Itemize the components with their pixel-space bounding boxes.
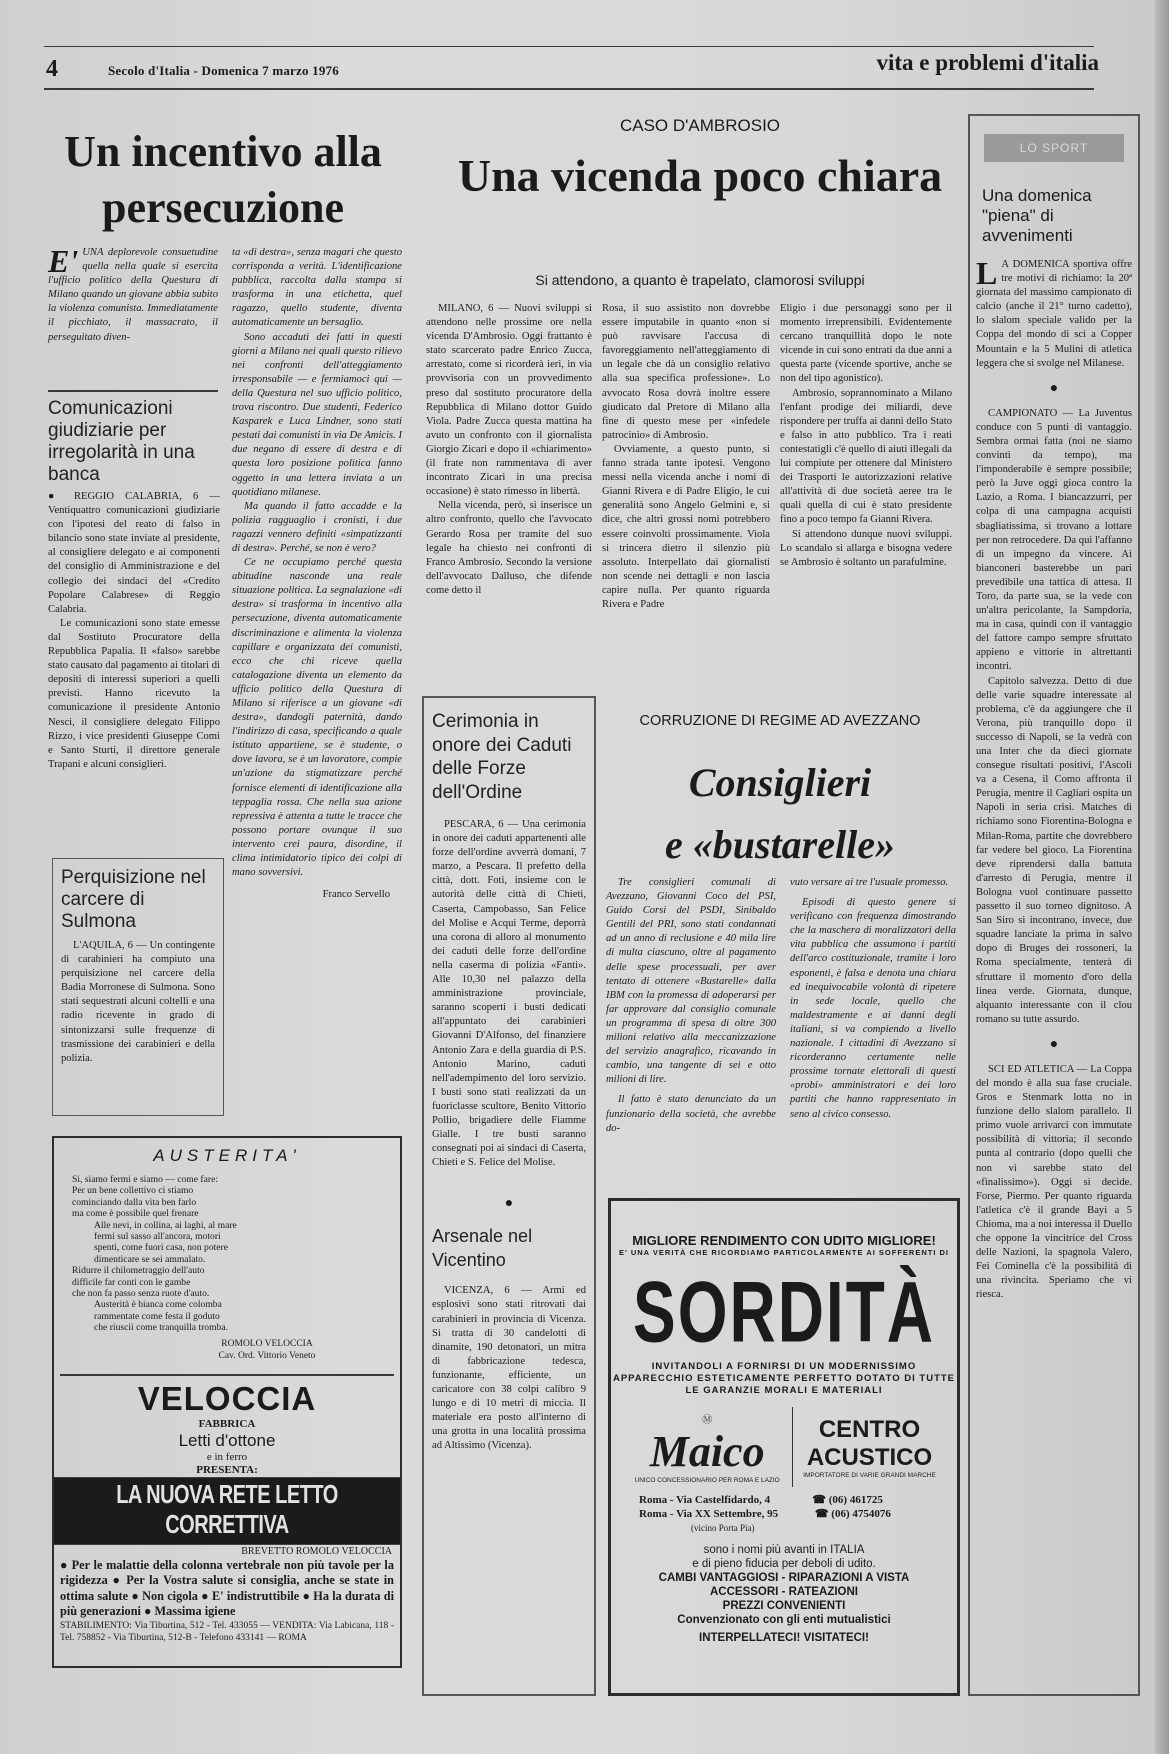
- poem-line: cominciando dalla vita ben farlo: [72, 1196, 197, 1208]
- vertical-divider: [792, 1407, 793, 1487]
- sport-column: [968, 114, 1140, 1696]
- incentivo-headline: Un incentivo alla persecuzione: [64, 127, 382, 232]
- maico-row: [611, 1407, 957, 1487]
- veloccia-line2: Letti d'ottone: [178, 1430, 276, 1450]
- sport-tag: LO SPORT: [984, 134, 1124, 162]
- sordita-big: SORDITÀ: [633, 1263, 935, 1361]
- sordita-offer1: CAMBI VANTAGGIOSI - RIPARAZIONI A VISTA: [658, 1572, 910, 1584]
- incentivo-text2a: ta «di destra», senza magari che questo corrisponda a verità. L'identificazione pubblica, raccolta dalla stampa si trasforma in una etichetta, quel ragazzo, quello studente, diventa automaticamente un bersaglio.: [232, 247, 402, 329]
- veloccia-ad-box: [52, 1136, 402, 1668]
- address-list: [611, 1493, 957, 1535]
- consiglieri-text1b: Il fatto è stato denunciato da un funzionario della società, che avrebbe do-: [606, 1094, 776, 1134]
- sordita-note2: e di pieno fiducia per deboli di udito.: [692, 1558, 876, 1570]
- vicenda-text1a: MILANO, 6 — Nuovi sviluppi si attendono nelle prossime ore nella vicenda D'Ambrosio. Oggi frattanto è stato scarcerato padre Enrico Zucca, arrestato, come si ricorderà ieri, in via provvisoria con un provvedimento preso dal sostituto procuratore della Repubblica di Milano dottor Guido Viola. Padre Zucca questa mattina ha avuto un confronto con il giornalista Giorgio Zicari e dopo il «chiarimento» (il frate non rammentava di aver incontrato Zicari in una precisa occasione) è stato rimesso in libertà.: [426, 303, 592, 498]
- poem-line: ma come è possibile quel frenare: [72, 1208, 199, 1220]
- poem-line: Si, siamo fermi e siamo — come fare:: [72, 1174, 218, 1185]
- vicenda-col2: [602, 302, 770, 612]
- ad-divider: [60, 1374, 394, 1376]
- poem-line: Per un bene collettivo ci stiamo: [72, 1185, 194, 1197]
- vicenda-text3a: Eligio i due personaggi sono per il momento irreprensibili. Evidentemente cercano tranquillità dopo le note vicende in cui sono entrati da due anni a questa parte (vicende sportive, anche se non del tipo agonistico).: [780, 303, 952, 385]
- veloccia-banner: LA NUOVA RETE LETTO CORRETTIVA: [54, 1477, 400, 1545]
- austerita-poem: [72, 1174, 400, 1334]
- cerimonia-box: [422, 696, 596, 1696]
- vicenda-col1: [426, 302, 592, 598]
- poem-line: Austerità è bianca come colomba: [94, 1299, 222, 1311]
- consiglieri-col1: [606, 876, 776, 1136]
- sordita-invite: INVITANDOLI A FORNIRSI DI UN MODERNISSIMO APPARECCHIO ESTETICAMENTE PERFETTO DOTATO DI TUTTE LE GARANZIE MORALI E MATERIALI: [612, 1361, 956, 1396]
- section-title: vita e problemi d'italia: [876, 50, 1099, 75]
- sordita-top: MIGLIORE RENDIMENTO CON UDITO MIGLIORE!: [632, 1233, 936, 1248]
- perquisizione-headline: Perquisizione nel carcere di Sulmona: [61, 867, 206, 932]
- vicenda-text3b: Ambrosio, soprannominato a Milano l'enfant prodige dei miliardi, deve rispondere per truffa ai danni dello Stato e falso in atto pubblico. Tra i reati contestatigli c'è quello di aiuti illegali da lui compiute per ottenere dal Ministero dei Trasporti le autorizzazioni relative all'attività di due società aeree tra le quali quella di cui è stato presidente fino a poco tempo fa Gianni Rivera.: [780, 387, 952, 526]
- perquisizione-box: [52, 858, 224, 1116]
- sordita-ad-box: [608, 1198, 960, 1696]
- vicenda-kicker: CASO D'AMBROSIO: [619, 116, 781, 135]
- address-line: [611, 1493, 957, 1507]
- maico-brand: Maico: [649, 1426, 765, 1476]
- poem-line: dimenticare se sei ammalato.: [94, 1253, 206, 1265]
- incentivo-byline: Franco Servello: [322, 889, 390, 901]
- sport-campionato: CAMPIONATO — La Juventus conduce con 5 punti di vantaggio. Sembra ormai fatta (noi ne siamo convinti da tempo), ma l'imponderabile è sempre possibile; però la Juve oggi gioca contro la Lazio, a Roma. I biancazzurri, per colpa di una campagna acquisti sbagliatissima, si trovano a lottare per non retrocedere. Da qui l'affanno di un impegno da vincere. Ai bianconeri basterebbe un pari prevedibile una tattica di attesa. Il Toro, da parte sua, se la vede con un'altra pericolante, la Sampdoria, ma in casa, quindi con il vantaggio del fattore campo sempre sfruttato appieno e vittorie in altrettanti incontri.: [976, 407, 1132, 673]
- veloccia-address: STABILIMENTO: Via Tiburtina, 512 - Tel. 433055 — VENDITA: Via Labicana, 118 - Tel. 758852 - Via Tiburtina, 512-B - Telefono 433141 — ROMA: [60, 1620, 394, 1643]
- page-number: 4: [46, 56, 58, 82]
- address-street: Roma - Via Castelfidardo, 4: [639, 1494, 771, 1506]
- centro-sub: IMPORTATORE DI VARIE GRANDI MARCHE: [803, 1471, 936, 1479]
- consiglieri-headline-line2: e «bustarelle»: [665, 822, 895, 867]
- austerita-author-title: Cav. Ord. Vittorio Veneto: [218, 1350, 316, 1361]
- sordita-cta: INTERPELLATECI! VISITATECI!: [699, 1632, 869, 1644]
- vicenda-text2a: Rosa, il suo assistito non dovrebbe essere imputabile in quanto «non si può ravvisare l'accusa di favoreggiamento nell'atteggiamento di un legale che dà un consiglio relativo alla sua specifica professione». Lo avvocato Rosa dovrà inoltre essere giudicato dal Pretore di Milano alla fine di questo mese per «infedele patrocinio» di Ambrosio.: [602, 303, 770, 441]
- bullet-icon: ●: [1049, 380, 1059, 396]
- header-bottom-rule: [44, 88, 1094, 90]
- maico-logo-icon: Ⓜ: [702, 1414, 713, 1426]
- poem-line: che riusciì come tranquilla tromba.: [94, 1322, 228, 1334]
- veloccia-patent: BREVETTO ROMOLO VELOCCIA: [241, 1545, 392, 1557]
- consiglieri-kicker: CORRUZIONE DI REGIME AD AVEZZANO: [639, 713, 921, 729]
- vicenda-text3c: Si attendono dunque nuovi sviluppi. Lo scandalo si allarga e bisogna vedere se Ambrosio è soltanto un parafulmine.: [780, 528, 952, 568]
- centro-line2: ACUSTICO: [806, 1443, 933, 1471]
- bullet-icon: ●: [504, 1196, 514, 1212]
- poem-line: difficile far conti con le gambe: [72, 1276, 191, 1288]
- sordita-offer3: PREZZI CONVENIENTI: [722, 1600, 846, 1612]
- sport-sci: SCI ED ATLETICA — La Coppa del mondo è alla sua fase cruciale. Gros e Stenmark lotta no in funzione dello slalom parallelo. Il primo vuole arrivarci con immutate possibilità di vittoria; il secondo punta al contrario (dopo quelli che non vi sarebbe stato del «finalissimo»). Oggi si decide. Forse, Piermo. Per quanto riguarda l'atletica c'è il grande Bayi a 5 Chioma, ma a noi interessa il Duello che oppone la vincitrice del Cross delle Nazioni, la spagnola Valero, Fei Cominella c'è la possibilità di una rivincita. Speriamo che vi riesca.: [976, 1063, 1132, 1301]
- vicenda-subhead: Si attendono, a quanto è trapelato, clamorosi sviluppi: [535, 272, 865, 288]
- consiglieri-text2a: vuto versare ai tre l'usuale promesso.: [790, 877, 949, 888]
- bullet-icon: ●: [48, 491, 74, 502]
- incentivo-text2c: Ma quando il fatto accadde e la polizia ragguaglio i cronisti, i due ragazzi vennero definiti «simpatizzanti di destra». Perché, se non è vero?: [232, 500, 402, 554]
- veloccia-line4: PRESENTA:: [196, 1463, 258, 1476]
- vicenda-text1b: Nella vicenda, però, si inserisce un altro confronto, quello che l'avvocato Gerardo Rosa per tramite del suo legale ha chiesto nei confronti di Franco Ambrosio. Secondo la versione dell'avvocato Dalluso, che difende come detto il: [426, 500, 592, 596]
- centro-block: [803, 1416, 936, 1479]
- centro-line1: CENTRO: [818, 1415, 921, 1443]
- poem-line: fermi sul sasso all'ancora, motori: [94, 1231, 221, 1243]
- cerimonia-body: PESCARA, 6 — Una cerimonia in onore dei caduti appartenenti alle forze dell'ordine avverrà domani, 7 marzo, a Pescara. Il prefetto della città, dott. Foti, insieme con le autorità delle città di Chieti, Caserta, Campobasso, San Felice del Molise e Acqui Terme, deporrà una corona di alloro al monumento dei caduti delle forze dell'ordine nella caserma di polizia «Fanti». Alle 10,30 nel palazzo della amministrazione provinciale, saranno scoperti i busti dedicati all'appuntato dei carabinieri Giovanni D'Alfonso, del finanziere Antonio Zara e della guardia di P.S. Antonio Marino, caduti nell'adempimento del loro servizio. I busti sono stati realizzati da un fuoriclasse scultore, Benito Vittorio Pollio, brigadiere delle Fiamme Gialle. I tre busti saranno consegnati poi ai sindaci di Caserta, Chieti e S. Felice del Molise.: [432, 819, 586, 1169]
- sordita-convenzione: Convenzionato con gli enti mutualistici: [677, 1614, 891, 1626]
- comunicazioni-headline: Comunicazioni giudiziarie per irregolarità in una banca: [48, 398, 195, 485]
- comunicazioni-article: [48, 398, 220, 772]
- sordita-sub: E' UNA VERITÀ CHE RICORDIAMO PARTICOLARMENTE AI SOFFERENTI DI: [618, 1248, 949, 1257]
- vicenda-headline: Una vicenda poco chiara: [457, 150, 943, 201]
- sport-salvezza: Capitolo salvezza. Detto di due delle varie squadre interessate al problema, c'è da aggiungere che il Verona, più tranquillo dopo il successo di Napoli, se la vedrà con una Inter che da dieci giornate consegue risultati positivi, l'Ascoli va a Cesena, il Como affronta il Perugia, mentre il Cagliari ospita un Napoli in seria crisi. Matches di richiamo sono Fiorentina-Bologna e Milan-Roma, partite che dovrebbero far vedere bel gioco. La Fiorentina deve riprendersi dalla battuta d'arresto di Perugia, mentre il Bologna vuol continuare passetto passetto il suo torneo dignitoso. A San Siro si incontrano, invece, due squadre lanciate la prima in salvo dopo di Bruges dei rossoneri, la Roma specialmente, tenterà di sfruttare il momento d'oro della linea verde. Giornata, dunque, alquanto interessante con il clou romano su tutte assurdo.: [976, 675, 1132, 1025]
- date-line: Secolo d'Italia - Domenica 7 marzo 1976: [108, 63, 339, 78]
- header-top-rule: [44, 46, 1094, 47]
- veloccia-line1: FABBRICA: [198, 1417, 256, 1430]
- divider-rule: [48, 390, 218, 392]
- incentivo-col1: [48, 243, 218, 345]
- address-street: Roma - Via XX Settembre, 95: [639, 1508, 779, 1520]
- perquisizione-body: L'AQUILA, 6 — Un contingente di carabinieri ha compiuto una perquisizione nel carcere della Badia Morronese di Sulmona. Sono stati sequestrati alcuni coltelli e una radio ricevente in grado di sintonizzarsi sulle frequenze di trasmissione dei carabinieri e della polizia.: [61, 940, 215, 1064]
- austerita-title: AUSTERITA': [153, 1146, 301, 1165]
- poem-line: spenti, come fuori casa, non potere: [94, 1242, 228, 1254]
- sport-intro: [976, 255, 1132, 371]
- incentivo-col2: [232, 246, 402, 902]
- sordita-offer2: ACCESSORI - RATEAZIONI: [709, 1586, 858, 1598]
- arsenale-body: VICENZA, 6 — Armi ed esplosivi sono stati ritrovati dai carabinieri in provincia di Vicenza. Si tratta di 30 candelotti di dinamite, 190 detonatori, un mitra di fabbricazione tedesca, funzionante, efficiente, un caricatore con 38 colpi calibro 9 lungo e di 10 metri di miccia. Il materiale era posto all'interno di una grotta in una località prossima ad Altissimo (Vicenza).: [432, 1285, 586, 1452]
- comunicazioni-body2: Le comunicazioni sono state emesse dal Sostituto Procuratore della Repubblica Papalia. Il «falso» sarebbe stato causato dal pagamento ai titolari di depositi di interessi superiori a quelli previsti. Hanno ricevuto la comunicazione il presidente Antonio Nesci, il consigliere delegato Filippo Rizzo, i vice presidenti Giuseppe Comi e Santo Sturti, il direttore generale Trapani e alcuni consiglieri.: [48, 617, 220, 770]
- address-note: (vicino Porta Pia): [691, 1523, 755, 1533]
- poem-line: Alle nevi, in collina, ai laghi, al mare: [94, 1219, 237, 1231]
- address-phone: (06) 4754076: [831, 1508, 891, 1520]
- vicenda-text2b: Ovviamente, a questo punto, si fanno strada tante ipotesi. Vengono messi nella vicenda anche i nomi di Gianni Rivera e di Padre Eligio, le cui generalità sono Angelo Gelmini e, si dice, che altri grossi nomi potrebbero essere coinvolti prossimamente. Viola si trincera dietro il silenzio più assoluto. Interpellato dai giornalisti non scende nei dettagli e non lascia capire nulla. Per quanto riguarda Rivera e Padre: [602, 443, 770, 610]
- veloccia-body: ● Per le malattie della colonna vertebrale non più tavole per la rigidezza ● Per la Vostra salute si consiglia, anche se state in ottima salute ● Non cigola ● E' indistruttibile ● Ha la durata di più generazioni ● Massima igiene: [60, 1557, 394, 1619]
- arsenale-headline: Arsenale nel Vicentino: [432, 1226, 533, 1271]
- cerimonia-headline: Cerimonia in onore dei Caduti delle Forze dell'Ordine: [432, 711, 572, 803]
- sport-headline: Una domenica "piena" di avvenimenti: [982, 186, 1092, 245]
- sport-dropcap: L: [976, 255, 998, 291]
- comunicazioni-body1: [48, 490, 220, 617]
- phone-icon: ☎ (06) 461725: [812, 1494, 883, 1506]
- address-phone: (06) 461725: [828, 1494, 883, 1506]
- maico-sub: UNICO CONCESSIONARIO PER ROMA E LAZIO: [634, 1476, 780, 1484]
- veloccia-line3: e in ferro: [206, 1450, 248, 1463]
- address-line: [611, 1507, 957, 1521]
- incentivo-text2b: Sono accaduti dei fatti in questi giorni a Milano nei quali questo rilievo nei confronti dell'atteggiamento irresponsabile — e fermiamoci qui — della Questura nel suo ufficio politico, trova riscontro. Due studenti, Federico Kasparek e Luca Lindner, sono stati pestati dai comunisti in via De Amicis. I due negano di essere di destra e di questa loro posizione politica fanno oggetto in una lettera inviata a un quotidiano milanese.: [232, 331, 402, 498]
- consiglieri-col2: [790, 876, 956, 1122]
- poem-line: Ridurre il chilometraggio dell'auto: [72, 1265, 205, 1277]
- comunicazioni-text1: REGGIO CALABRIA, 6 — Ventiquattro comunicazioni giudiziarie con l'ipotesi del reato di falso in bilancio sono state inviate al presidente, al consigliere delegato e ai componenti del consiglio di Amministrazione e del collegio dei sindaci del «Credito Popolare Calabrese» di Reggio Calabria.: [48, 491, 220, 615]
- poem-line: che non fa passo senza ruote d'auto.: [72, 1288, 210, 1300]
- maico-block: [632, 1411, 782, 1484]
- vicenda-col3: [780, 302, 952, 570]
- incentivo-dropcap: E': [48, 243, 79, 279]
- consiglieri-text1a: Tre consiglieri comunali di Avezzano, Giovanni Coco del PSI, Guido Corsi del PSDI, Sinibaldo Gentili del PRI, sono stati condannati ad un anno di reclusione e 40 mila lire di multa ciascuno, oltre al pagamento delle spese processuali, per aver tentato di ottenere «Bustarelle» dalla IBM con la promessa di adoperarsi per far approvare dal consiglio comunale un programma di spesa di oltre 300 milioni relativo alla meccanizzazione del servizio anagrafico, ricavando in cambio, una tangente di sei e otto milioni di lire.: [606, 877, 776, 1086]
- sordita-note1: sono i nomi più avanti in ITALIA: [703, 1544, 865, 1556]
- incentivo-text1: UNA deplorevole consuetudine quella nella quale si esercita l'ufficio politico della Questura di Milano quando un giovane abbia subito la violenza comunista. Immediatamente il picchiato, il massacrato, il perseguitato diven-: [48, 247, 218, 343]
- phone-icon: ☎ (06) 4754076: [814, 1508, 891, 1520]
- page-edge-shadow: [1155, 0, 1169, 1754]
- incentivo-text2d: Ce ne occupiamo perché questa abitudine nasconde una reale situazione politica. La segnalazione «di destra» si trasforma in incentivo alla persecuzione, diventa automaticamente discriminazione e alimenta la violenza capillare e organizzata dei comunisti, ecco che chi riceve quella catalogazione diventa un elemento da ufficio politico della Questura di Milano si riferisce a un giovane «di destra», dandogli paternità, dando l'indirizzo di casa, specificando a quale istituto appartiene, se è studente, o dove lavora, se è un lavoratore, compie un'azione da stigmatizzare perché fornisce elementi di identificazione alla teppaglia rossa. Che nella sua azione repressiva è attenta a tutte le tracce che possono portare ovunque il suo intervento crei paura, disordine, il clima intimidatorio tipico dei colpi di mano sovversivi.: [232, 557, 402, 879]
- consiglieri-headline-line1: Consiglieri: [688, 760, 872, 805]
- consiglieri-headline: [600, 752, 960, 876]
- austerita-author: ROMOLO VELOCCIA: [221, 1338, 313, 1349]
- bullet-icon: ●: [1049, 1036, 1059, 1052]
- veloccia-brand: VELOCCIA: [137, 1379, 317, 1417]
- poem-line: rammentate come festa il goduto: [94, 1310, 220, 1322]
- consiglieri-text2b: Episodi di questo genere si verificano con frequenza dimostrando che la maschera di moralizzatori della vita pubblica che assumono i partiti dell'arco costituzionale, tramite i loro esponenti, è falsa e denota una chiara ed inequivocabile volontà di ripetere in sede locale, quello che maldestramente e ai danni degli italiani, si va compiendo a livello nazionale. I cittadini di Avezzano si ricorderanno certamente nelle prossime tornate elettorali di questi «probi» amministratori e dei loro partiti che hanno rappresentato in seno al civico consesso.: [790, 897, 956, 1120]
- sport-intro-text: A DOMENICA sportiva offre tre motivi di richiamo: la 20ª giornata del massimo campionato di calcio (anche il 21° turno cadetto), lo slalom speciale valido per la Coppa del mondo di sci a Copper Mountain e la 5 Mulini di atletica leggera che si svolge nel Milanese.: [976, 259, 1132, 369]
